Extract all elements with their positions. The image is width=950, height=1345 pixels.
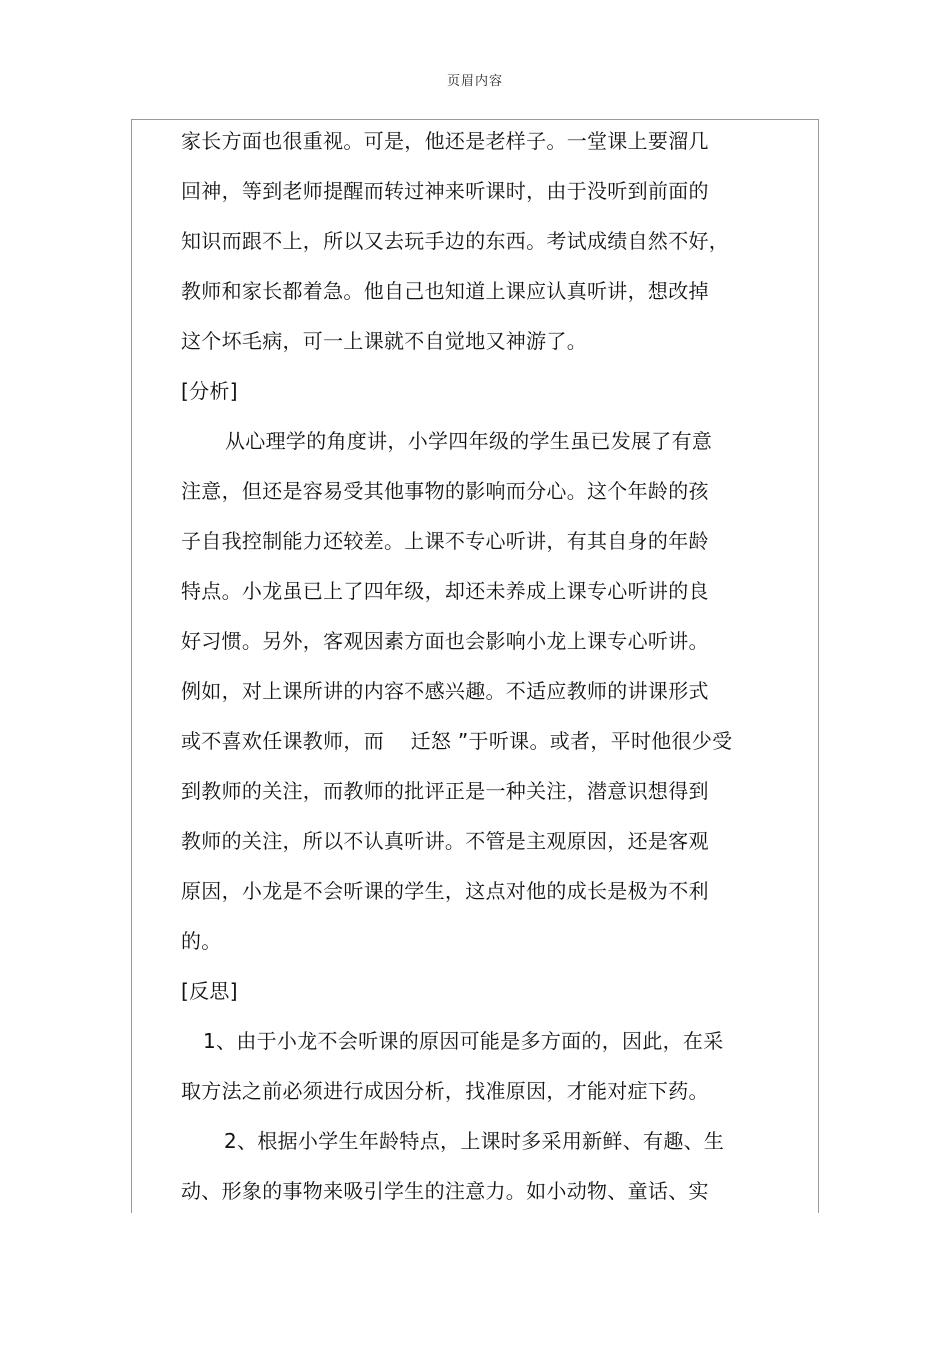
body-line: 教师的关注，所以不认真听讲。不管是主观原因，还是客观 (181, 829, 709, 853)
body-line: 回神，等到老师提醒而转过神来听课时，由于没听到前面的 (181, 179, 709, 203)
body-line: 取方法之前必须进行成因分析，找准原因，才能对症下药。 (181, 1079, 709, 1103)
page-header: 页眉内容 (446, 74, 503, 89)
body-line: 注意，但还是容易受其他事物的影响而分心。这个年龄的孩 (181, 479, 709, 503)
body-line: 2、根据小学生年龄特点，上课时多采用新鲜、有趣、生 (224, 1129, 725, 1153)
body-line: 子自我控制能力还较差。上课不专心听讲，有其自身的年龄 (181, 529, 709, 553)
body-line: 动、形象的事物来吸引学生的注意力。如小动物、童话、实 (181, 1179, 709, 1203)
body-line: 到教师的关注，而教师的批评正是一种关注，潜意识想得到 (181, 779, 709, 803)
body-line: 例如，对上课所讲的内容不感兴趣。不适应教师的讲课形式 (181, 679, 709, 703)
body-line: 从心理学的角度讲，小学四年级的学生虽已发展了有意 (225, 429, 713, 453)
section-heading-analysis: [分析] (181, 379, 238, 403)
body-line: 或不喜欢任课教师，而 迁怒 ”于听课。或者，平时他很少受 (181, 729, 733, 753)
body-line: 家长方面也很重视。可是，他还是老样子。一堂课上要溜几 (181, 129, 709, 153)
body-line: 1、由于小龙不会听课的原因可能是多方面的，因此，在采 (203, 1029, 724, 1053)
body-line: 原因，小龙是不会听课的学生，这点对他的成长是极为不利 (181, 879, 709, 903)
body-line: 的。 (181, 929, 222, 953)
body-line: 教师和家长都着急。他自己也知道上课应认真听讲，想改掉 (181, 279, 709, 303)
section-heading-reflection: [反思] (181, 979, 238, 1003)
body-line: 好习惯。另外，客观因素方面也会影响小龙上课专心听讲。 (181, 629, 709, 653)
body-line: 这个坏毛病，可一上课就不自觉地又神游了。 (181, 329, 587, 353)
body-line: 知识而跟不上，所以又去玩手边的东西。考试成绩自然不好， (181, 229, 730, 253)
body-line: 特点。小龙虽已上了四年级，却还未养成上课专心听讲的良 (181, 579, 709, 603)
